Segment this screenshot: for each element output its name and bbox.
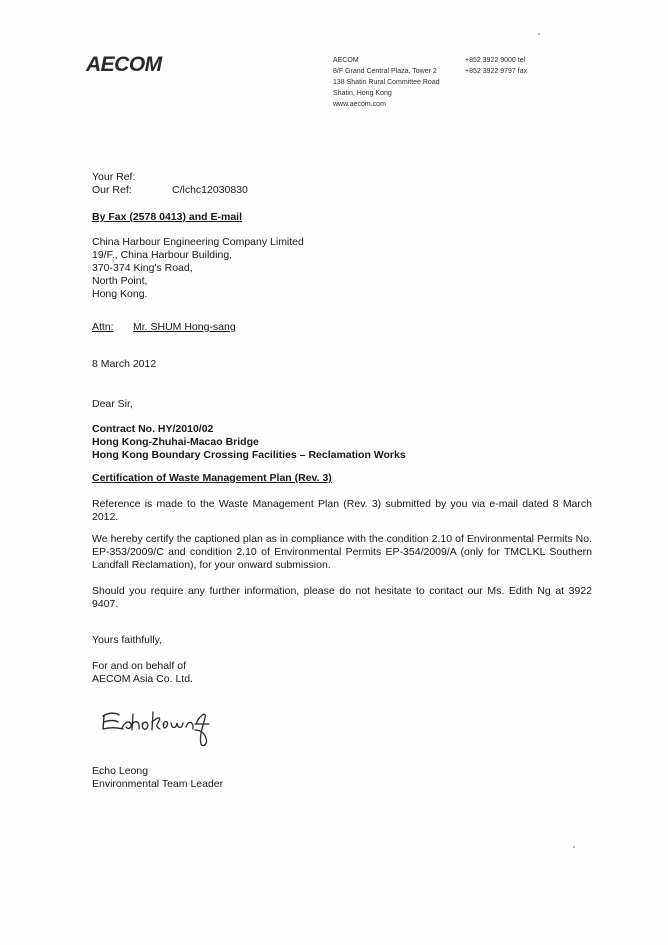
address-line: Shatin, Hong Kong (333, 90, 392, 97)
scan-speck (573, 846, 575, 848)
fax-number: +852 3922 9797 fax (465, 68, 528, 75)
behalf-line: AECOM Asia Co. Ltd. (92, 673, 193, 685)
certification-title: Certification of Waste Management Plan (Rev. 3) (92, 472, 332, 484)
address-line: AECOM (333, 57, 359, 64)
recipient-line: North Point, (92, 275, 148, 287)
attention-line (92, 321, 592, 334)
subject-line: Hong Kong Boundary Crossing Facilities – Reclamation Works (92, 449, 406, 461)
paragraph: Should you require any further information, please do not hesitate to contact our Ms. Edith Ng at 3922 9407. (92, 585, 592, 610)
delivery-method: By Fax (2578 0413) and E-mail (92, 211, 242, 223)
letter-date: 8 March 2012 (92, 358, 157, 370)
attn-name: Mr. SHUM Hong-sang (133, 321, 236, 333)
your-ref-label: Your Ref: (92, 171, 136, 183)
attn-label: Attn: (92, 321, 114, 333)
address-line: 8/F Grand Central Plaza, Tower 2 (333, 68, 437, 75)
our-ref-value: C/lchc12030830 (172, 184, 248, 196)
subject-line: Contract No. HY/2010/02 (92, 423, 214, 435)
salutation: Dear Sir, (92, 398, 133, 410)
reference-block (92, 171, 592, 197)
our-ref-label: Our Ref: (92, 184, 132, 196)
website-link[interactable]: www.aecom.com (333, 101, 386, 108)
subject-line: Hong Kong-Zhuhai-Macao Bridge (92, 436, 259, 448)
paragraph: We hereby certify the captioned plan as in compliance with the condition 2.10 of Environmental Permits No. EP-353/2009/C and condition 2.10 of Environmental Permits EP-354/2009/A (only for TMCLKL Southern Landfall Reclamation), for your onward submission. (92, 533, 592, 571)
address-line: 138 Shatin Rural Committee Road (333, 79, 440, 86)
recipient-line: Hong Kong. (92, 288, 148, 300)
signer-name: Echo Leong (92, 765, 149, 777)
subject-block (92, 423, 592, 462)
letterhead-contact (465, 55, 527, 77)
scan-speck (538, 33, 540, 35)
handwritten-signature (95, 702, 220, 750)
closing: Yours faithfully, (92, 634, 163, 646)
recipient-line: 19/F., China Harbour Building, (92, 249, 233, 261)
company-logo: AECOM (86, 53, 162, 76)
behalf-block (92, 660, 592, 686)
signer-title: Environmental Team Leader (92, 778, 224, 790)
our-ref-row (92, 184, 592, 197)
recipient-line: China Harbour Engineering Company Limited (92, 236, 304, 248)
signer-block (92, 765, 592, 791)
your-ref-row (92, 171, 592, 184)
paragraph: Reference is made to the Waste Management Plan (Rev. 3) submitted by you via e-mail dated 8 March 2012. (92, 498, 592, 523)
phone-number: +852 3922 9000 tel (465, 57, 526, 64)
letterhead-address (333, 55, 440, 110)
recipient-line: 370-374 King's Road, (92, 262, 193, 274)
behalf-line: For and on behalf of (92, 660, 186, 672)
recipient-address (92, 236, 592, 301)
